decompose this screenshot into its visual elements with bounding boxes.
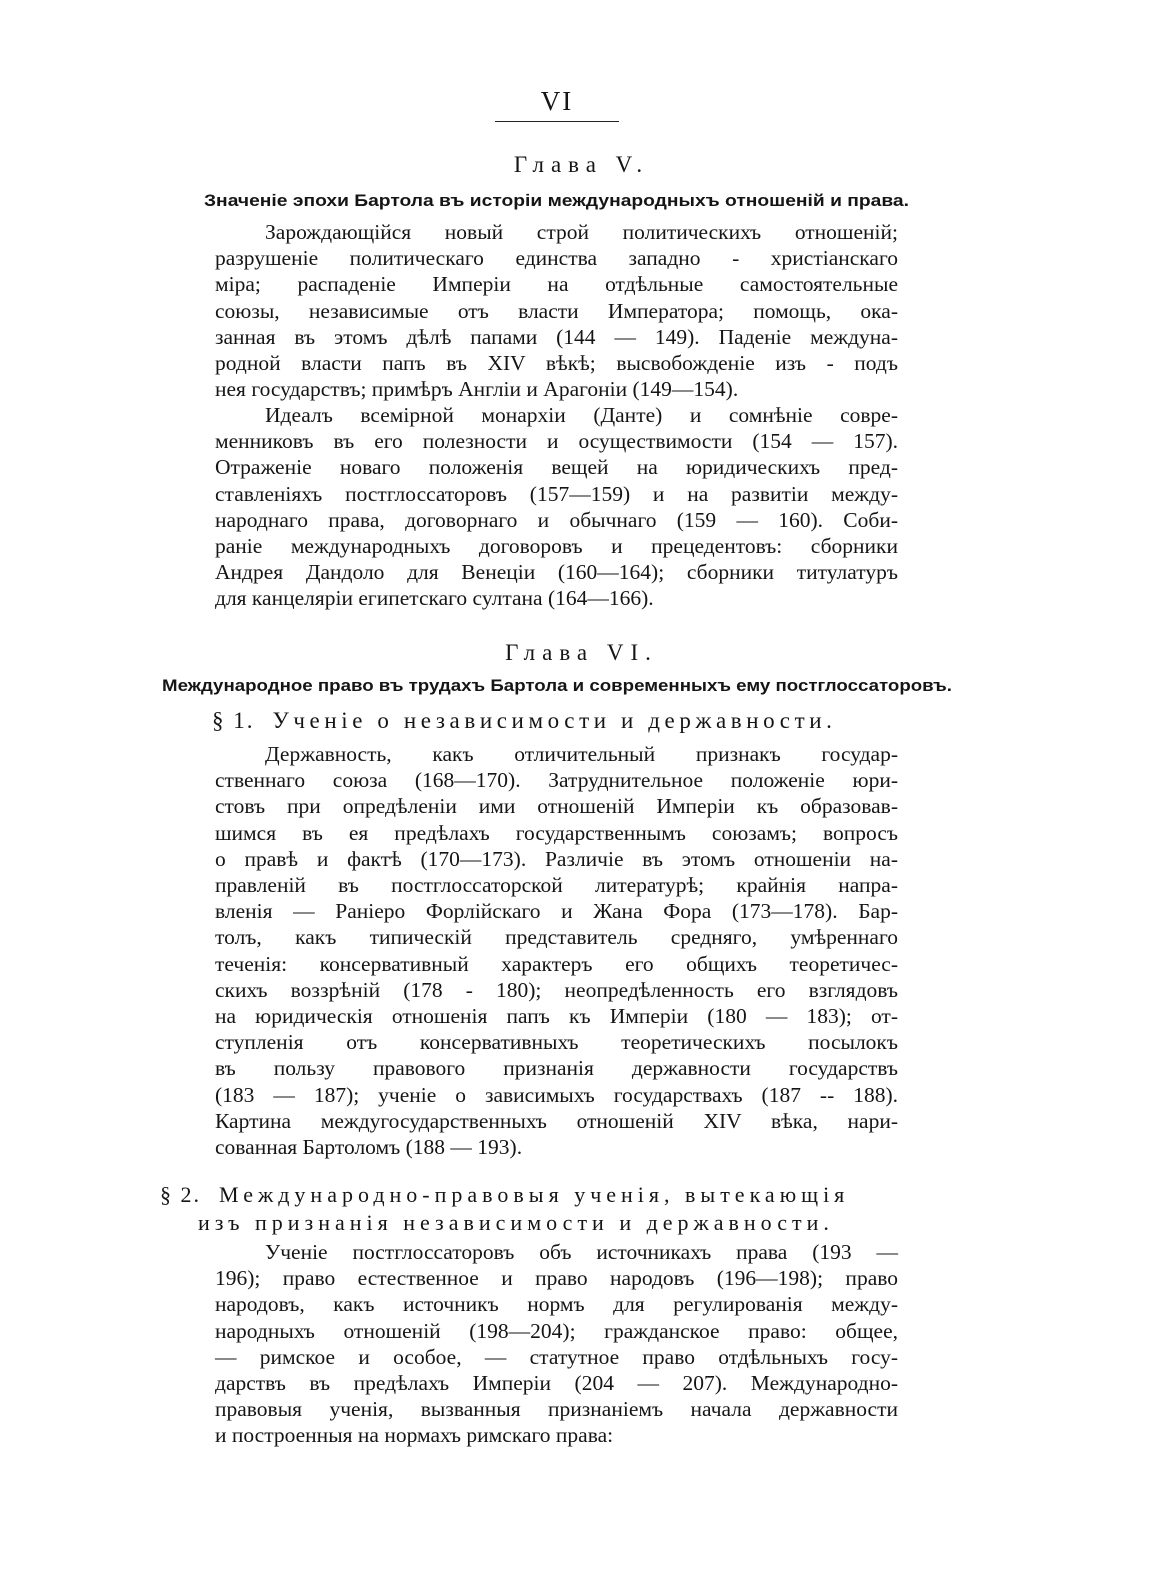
text-line: родной власти папъ въ XIV вѣкѣ; высвобожденіе изъ - подъ xyxy=(215,351,898,376)
text-line: правленій въ постглоссаторской литературѣ; крайнія напра- xyxy=(215,873,898,898)
text-line: теченія: консервативный характеръ его общихъ теоретичес- xyxy=(215,951,898,976)
text-line: Картина междугосударственныхъ отношеній XIV вѣка, нари- xyxy=(215,1108,898,1133)
text-line: на юридическія отношенія папъ къ Имперіи (180 — 183); от- xyxy=(215,1004,898,1029)
text-line: правовыя ученія, вызванныя признаніемъ начала державности xyxy=(215,1397,898,1422)
text-line: раніе международныхъ договоровъ и прецедентовъ: сборники xyxy=(215,534,898,559)
text-line: Державность, какъ отличительный признакъ государ- xyxy=(265,742,898,766)
text-line: и построенныя на нормахъ римскаго права: xyxy=(215,1423,614,1448)
text-line: (183 — 187); ученіе о зависимыхъ государствахъ (187 -- 188). xyxy=(215,1082,898,1107)
section-2-heading-line-1 xyxy=(160,1180,849,1209)
text-line: Ученіе постглоссаторовъ объ источникахъ права (193 — xyxy=(265,1240,898,1264)
text-line: шимся въ ея предѣлахъ государственнымъ союзамъ; вопросъ xyxy=(215,820,898,845)
text-line: — римское и особое, — статутное право отдѣльныхъ госу- xyxy=(215,1344,898,1369)
chapter-5-subtitle: Значеніе эпохи Бартола въ исторіи международныхъ отношеній и права. xyxy=(204,191,909,210)
section-2-paragraph xyxy=(215,1239,898,1449)
text-line: ственнаго союза (168—170). Затруднительное положеніе юри- xyxy=(215,768,898,793)
page-number-rule xyxy=(495,121,619,122)
chapter-6-subtitle: Международное право въ трудахъ Бартола и современныхъ ему постглоссаторовъ. xyxy=(162,676,953,695)
page-number: VI xyxy=(540,86,574,116)
text-line: скихъ воззрѣній (178 - 180); неопредѣленность его взглядовъ xyxy=(215,977,898,1002)
section-2-title-line-1: Международно-правовыя ученія, вытекающія xyxy=(219,1182,850,1207)
section-1-heading xyxy=(212,708,837,734)
text-line: Отраженіе новаго положенія вещей на юридическихъ пред- xyxy=(215,455,898,480)
text-line: 196); право естественное и право народовъ (196—198); право xyxy=(215,1266,898,1291)
text-line: въ пользу правового признанія державности государствъ xyxy=(215,1056,898,1081)
text-line: менниковъ въ его полезности и осуществимости (154 — 157). xyxy=(215,429,898,454)
chapter-5-title: Глава V. xyxy=(513,152,650,177)
text-line: вленія — Раніеро Форлійскаго и Жана Фора (173—178). Бар- xyxy=(215,899,898,924)
text-line: союзы, независимые отъ власти Императора; помощь, ока- xyxy=(215,298,898,323)
text-line: міра; распаденіе Имперіи на отдѣльные самостоятельные xyxy=(215,272,898,297)
text-line: нея государствъ; примѣръ Англіи и Арагоніи (149—154). xyxy=(215,377,739,402)
section-2-number: § 2. xyxy=(160,1182,201,1207)
text-line: сованная Бартоломъ (188 — 193). xyxy=(215,1135,523,1160)
chapter-5-paragraph-2 xyxy=(215,402,898,612)
text-line: народнаго права, договорнаго и обычнаго (159 — 160). Соби- xyxy=(215,507,898,532)
section-1-title: Ученіе о независимости и державности. xyxy=(272,708,837,733)
chapter-5-paragraph-1 xyxy=(215,219,898,402)
text-line: разрушеніе политическаго единства западно - христіанскаго xyxy=(215,246,898,271)
text-line: ставленіяхъ постглоссаторовъ (157—159) и на развитіи между- xyxy=(215,481,898,506)
text-line: дарствъ въ предѣлахъ Имперіи (204 — 207). Международно- xyxy=(215,1371,898,1396)
text-line: Зарождающійся новый строй политическихъ отношеній; xyxy=(265,220,898,244)
text-line: для канцеляріи египетскаго султана (164—166). xyxy=(215,586,654,611)
text-line: ступленія отъ консервативныхъ теоретическихъ посылокъ xyxy=(215,1030,898,1055)
text-line: Андрея Дандоло для Венеціи (160—164); сборники титулатуръ xyxy=(215,560,898,585)
text-line: занная въ этомъ дѣлѣ папами (144 — 149). Паденіе междуна- xyxy=(215,324,898,349)
text-line: толъ, какъ типическій представитель средняго, умѣреннаго xyxy=(215,925,898,950)
text-line: о правѣ и фактѣ (170—173). Различіе въ этомъ отношеніи на- xyxy=(215,846,898,871)
text-line: Идеалъ всемірной монархіи (Данте) и сомнѣніе совре- xyxy=(265,403,898,427)
section-1-number: § 1. xyxy=(212,708,255,733)
section-1-paragraph xyxy=(215,741,898,1160)
text-line: народныхъ отношеній (198—204); гражданское право: общее, xyxy=(215,1318,898,1343)
section-2-heading-line-2: изъ признанія независимости и державности. xyxy=(198,1210,834,1235)
chapter-6-title: Глава VI. xyxy=(505,640,658,665)
text-line: стовъ при опредѣленіи ими отношеній Имперіи къ образовав- xyxy=(215,794,898,819)
text-line: народовъ, какъ источникъ нормъ для регулированія между- xyxy=(215,1292,898,1317)
